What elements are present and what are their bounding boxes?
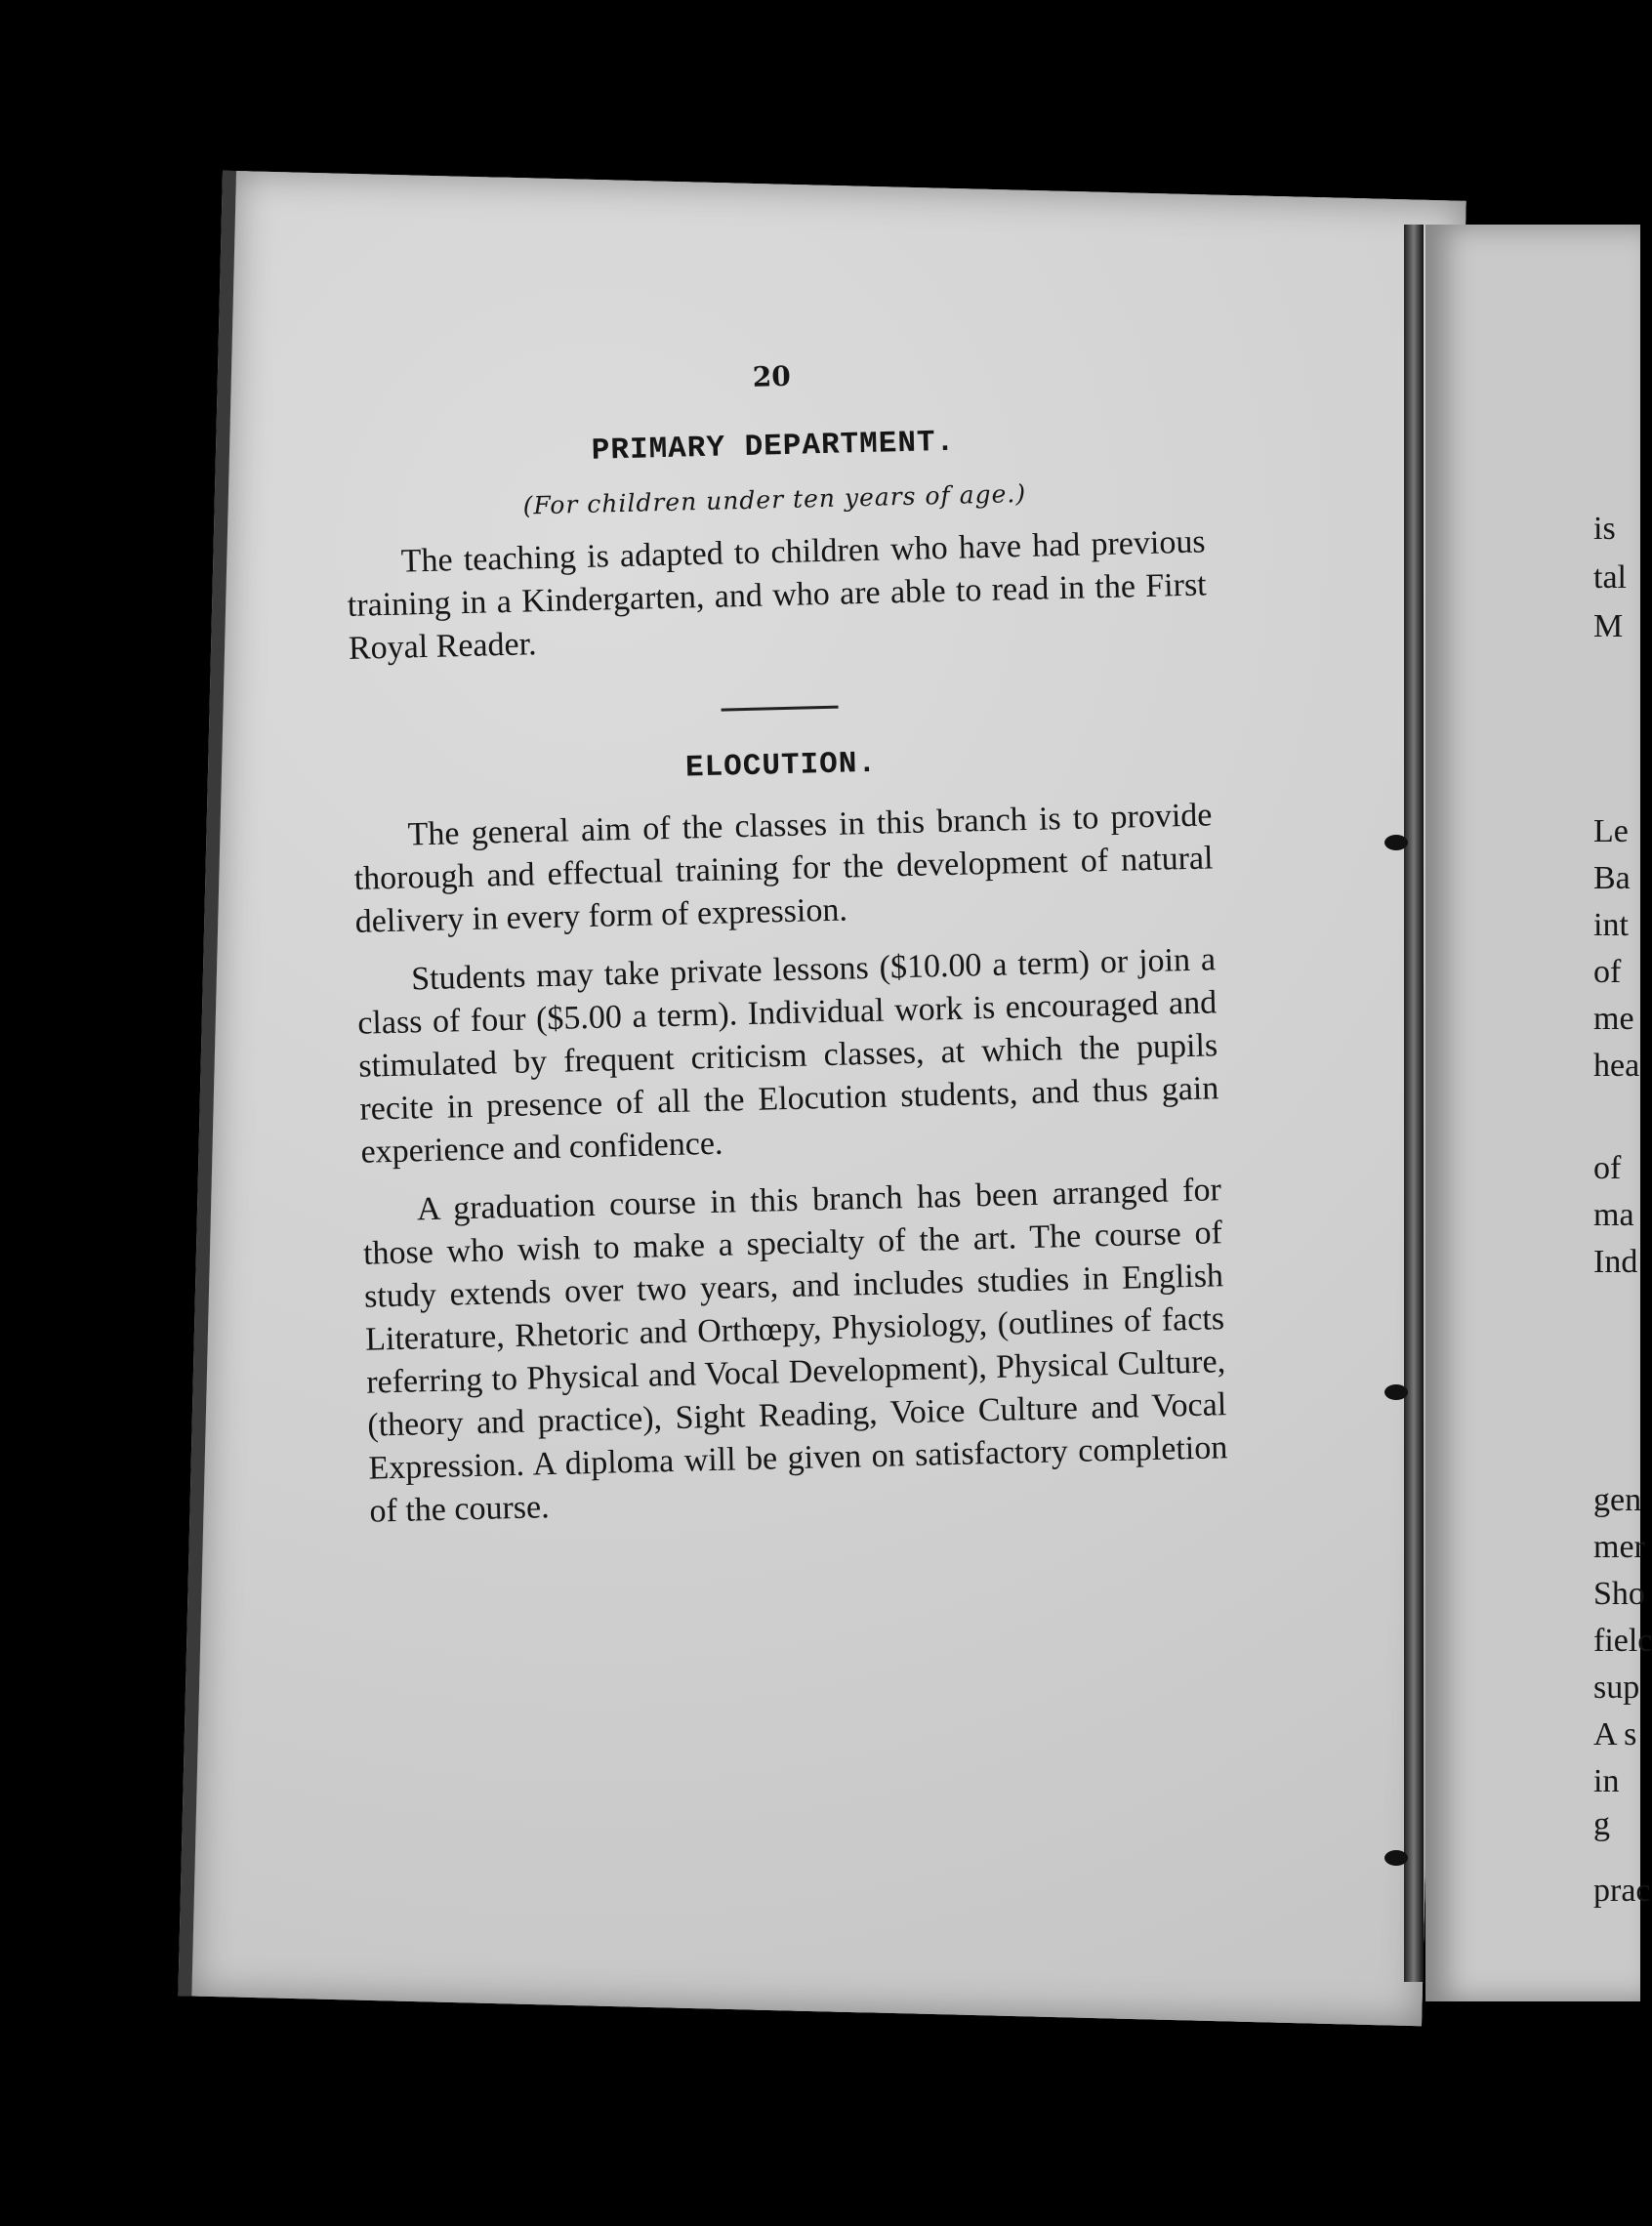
page-number: 20 [752, 359, 792, 393]
binding-staple [1384, 835, 1408, 850]
elocution-paragraph: A graduation course in this branch has been arranged for those who wish to make a specialty of the art. The course of study extends over two years, and includes studies in English Literature, Rhetoric and Orthœpy, Physiology, (outlines of facts referring to Physical and Vocal Development), Physical Culture, (theory and practice), Sight Reading, Voice Culture and Vocal Expression. A diploma will be given on satisfactory completion of the course. [362, 1172, 1228, 1530]
right-page-fragment: M [1593, 608, 1624, 644]
right-page-fragment: Ba [1593, 860, 1631, 896]
binding-staple [1384, 1384, 1408, 1400]
elocution-heading: ELOCUTION. [684, 746, 878, 786]
right-page-fragment: int [1593, 907, 1629, 943]
right-page-fragment: fielc [1593, 1623, 1652, 1659]
primary-department-subheading: (For children under ten years of age.) [522, 478, 1027, 520]
right-page-fragment: sup [1593, 1670, 1640, 1706]
right-page-fragment: prac [1593, 1873, 1651, 1909]
right-page-fragment: is [1593, 511, 1616, 547]
right-page-fragment: mer [1593, 1529, 1645, 1565]
book-spine [1404, 225, 1424, 1982]
right-page-fragment: of [1593, 954, 1622, 990]
binding-staple [1384, 1850, 1408, 1866]
right-page-fragment: Le [1593, 813, 1629, 849]
elocution-paragraph: Students may take private lessons ($10.00 a term) or join a class of four ($5.00 a term). Individual work is encouraged and stimulated by frequent criticism classes, at which the pupils recite in presence of all the Elocution students, and thus gain experience and confidence. [356, 941, 1219, 1171]
right-page-fragment: hea [1593, 1048, 1640, 1084]
primary-department-paragraph: The teaching is adapted to children who have had previous training in a Kindergarten, and who are able to read in the First Royal Reader. [347, 523, 1208, 667]
right-page-fragment: in g [1593, 1763, 1620, 1842]
section-divider [722, 706, 839, 712]
right-page-fragment: Ind [1593, 1244, 1638, 1280]
right-page-fragment: ma [1593, 1197, 1634, 1233]
elocution-paragraph: The general aim of the classes in this branch is to provide thorough and effectual training for the development of natural delivery in every form of expression. [353, 797, 1214, 940]
right-page-fragment: of [1593, 1150, 1622, 1186]
right-page-fragment: A s [1593, 1716, 1637, 1752]
right-page-fragment: gen [1593, 1482, 1642, 1518]
left-page-content [342, 350, 1229, 1548]
right-page-fragment: Sho [1593, 1576, 1645, 1612]
right-page-fragment: me [1593, 1001, 1634, 1037]
right-page-fragment: tal [1593, 559, 1627, 596]
primary-department-heading: PRIMARY DEPARTMENT. [591, 425, 956, 469]
